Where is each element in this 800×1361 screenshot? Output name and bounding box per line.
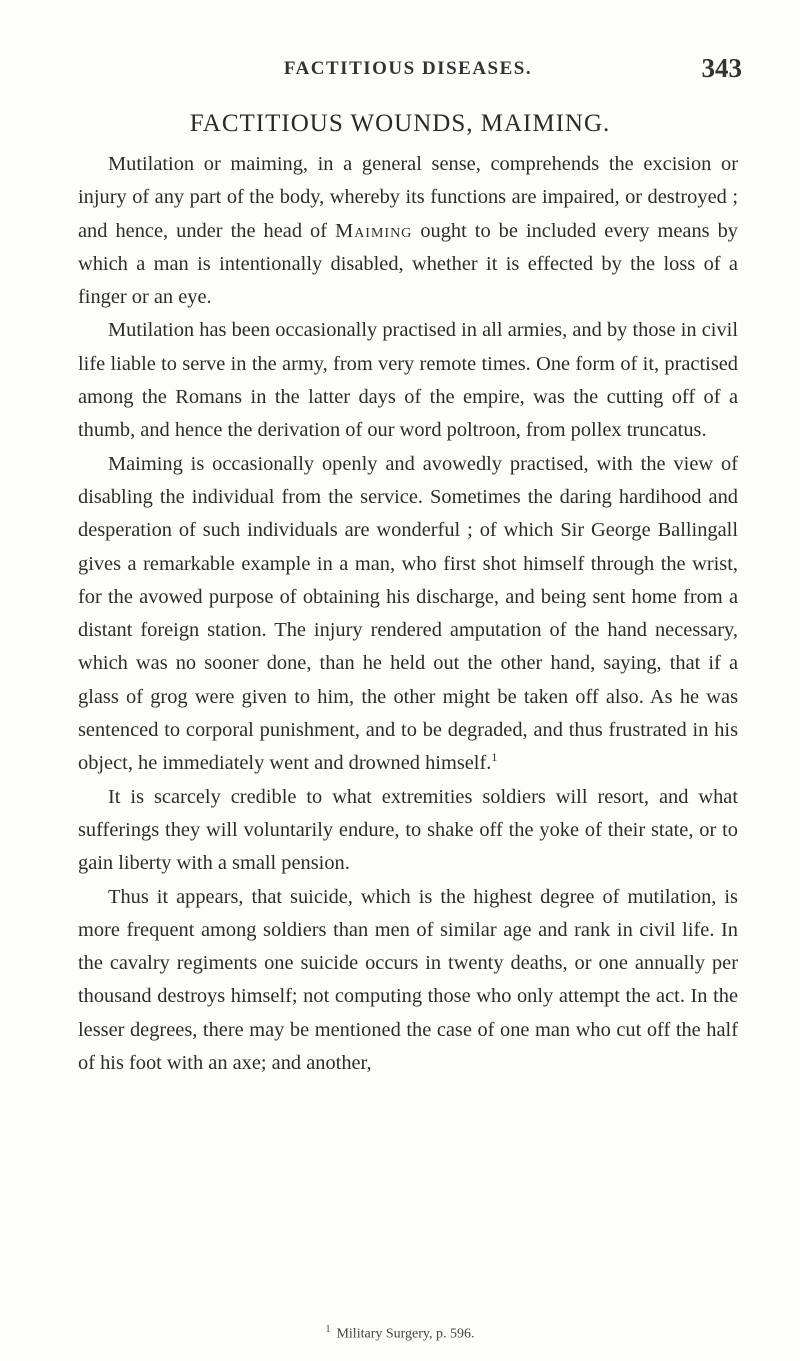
- running-head: [78, 53, 742, 88]
- paragraph-3: [78, 448, 738, 781]
- footnote: [0, 1324, 800, 1343]
- smallcaps-term: Maiming: [335, 219, 413, 242]
- footnote-text: Military Surgery, p. 596.: [336, 1326, 475, 1342]
- paragraph-4: It is scarcely credible to what extremities soldiers will resort, and what sufferings they will voluntarily endure, to shake off the yoke of their state, or to gain liberty with a small pension.: [78, 785, 738, 875]
- paragraph-1-end: ought to be included every means by which a man is intentionally disabled, whether it is effected by the loss of a finger or an eye.: [78, 219, 739, 309]
- running-title: FACTITIOUS DISEASES.: [283, 58, 533, 79]
- paragraph-1-start: Mutilation or maiming, in a general sense, comprehends the excision or injury of any part of the body, whereby its functions are impaired, or destroyed ; and hence, under the head of: [78, 153, 738, 242]
- footnote-reference: 1: [491, 750, 498, 765]
- footnote-mark: 1: [325, 1324, 331, 1335]
- page-number: 343: [701, 53, 742, 83]
- paragraph-5: Thus it appears, that suicide, which is the highest degree of mutilation, is more frequent among soldiers than men of similar age and rank in civil life. In the cavalry regiments one suicide occurs in twenty deaths, or one annually per thousand destroys himself; not computing those who only attempt the act. In the lesser degrees, there may be mentioned the case of one man who cut off the half of his foot with an axe; and another,: [78, 885, 738, 1075]
- article-heading: FACTITIOUS WOUNDS, MAIMING.: [189, 110, 611, 137]
- body-text: [78, 148, 738, 1080]
- paragraph-2: Mutilation has been occasionally practised in all armies, and by those in civil life liable to serve in the army, from very remote times. One form of it, practised among the Romans in the latter days of the empire, was the cutting off of a thumb, and hence the derivation of our word poltroon, from pollex truncatus.: [78, 319, 738, 442]
- paragraph-3-text: Maiming is occasionally openly and avowedly practised, with the view of disabling the individual from the service. Sometimes the daring hardihood and desperation of such individuals are wonderful ; of which Sir George Ballingall gives a remarkable example in a man, who first shot himself through the wrist, for the avowed purpose of obtaining his discharge, and being sent home from a distant foreign station. The injury rendered amputation of the hand necessary, which was no sooner done, than he held out the other hand, saying, that if a glass of grog were given to him, the other might be taken off also. As he was sentenced to corporal punishment, and to be degraded, and thus frustrated in his object, he immediately went and drowned himself.: [78, 452, 738, 775]
- paragraph-1: [78, 148, 738, 314]
